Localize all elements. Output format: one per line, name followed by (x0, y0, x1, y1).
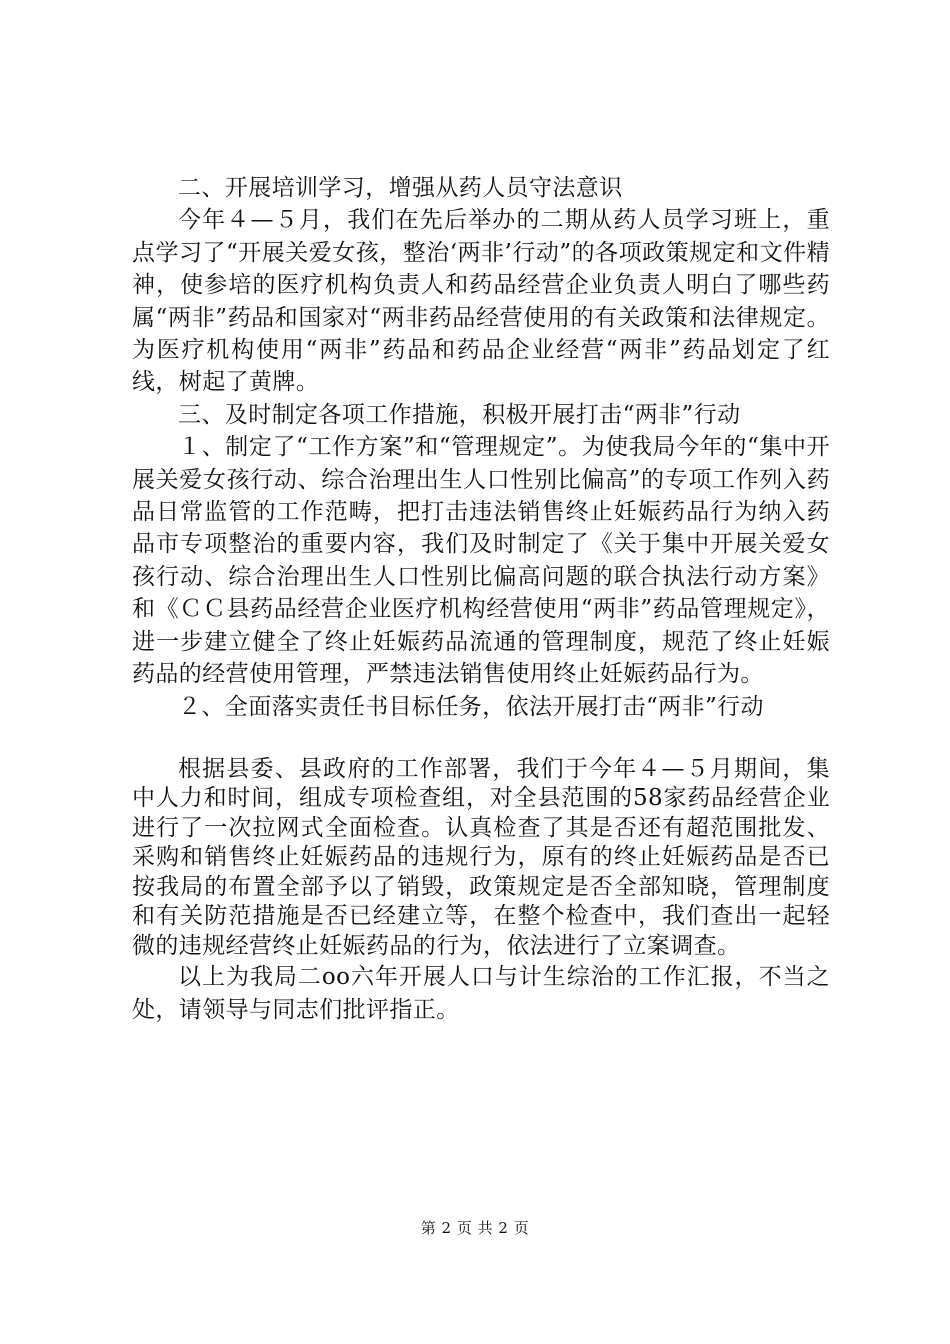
page-footer: 第 2 页 共 2 页 (420, 1219, 530, 1237)
section-heading-measures: 三、及时制定各项工作措施，积极开展打击“两非”行动 (178, 401, 741, 428)
paragraph-conclusion: 以上为我局二oo六年开展人口与计生综治的工作汇报，不当之处，请领导与同志们批评指正。 (132, 964, 830, 1023)
paragraph-training: 今年４—５月，我们在先后举办的二期从药人员学习班上，重点学习了“开展关爱女孩，整治‘两非’行动”的各项政策规定和文件精神，使参培的医疗机构负责人和药品经营企业负责人明白了哪些药属“两非”药品和国家对“两非药品经营使用的有关政策和法律规定。为医疗机构使用“两非”药品和药品企业经营“两非”药品划定了红线，树起了黄牌。 (132, 207, 830, 396)
paragraph-measures-1: １、制定了“工作方案”和“管理规定”。为使我局今年的“集中开展关爱女孩行动、综合治理出生人口性别比偏高”的专项工作列入药品日常监管的工作范畴，把打击违法销售终止妊娠药品行为纳入药品市专项整治的重要内容，我们及时制定了《关于集中开展关爱女孩行动、综合治理出生人口性别比偏高问题的联合执法行动方案》和《ＣＣ县药品经营企业医疗机构经营使用“两非”药品管理规定》，进一步建立健全了终止妊娠药品流通的管理制度，规范了终止妊娠药品的经营使用管理，严禁违法销售使用终止妊娠药品行为。 (132, 434, 830, 688)
section-heading-training: 二、开展培训学习，增强从药人员守法意识 (178, 175, 623, 201)
subheading-measures-2: ２、全面落实责任书目标任务，依法开展打击“两非”行动 (178, 693, 764, 720)
paragraph-inspection: 根据县委、县政府的工作部署，我们于今年４—５月期间，集中人力和时间，组成专项检查组，对全县范围的58家药品经营企业进行了一次拉网式全面检查。认真检查了其是否还有超范围批发、采购和销售终止妊娠药品的违规行为，原有的终止妊娠药品是否已按我局的布置全部予以了销毁，政策规定是否全部知晓，管理制度和有关防范措施是否已经建立等，在整个检查中，我们查出一起轻微的违规经营终止妊娠药品的行为，依法进行了立案调查。 (132, 755, 830, 959)
document-body (132, 172, 830, 1026)
